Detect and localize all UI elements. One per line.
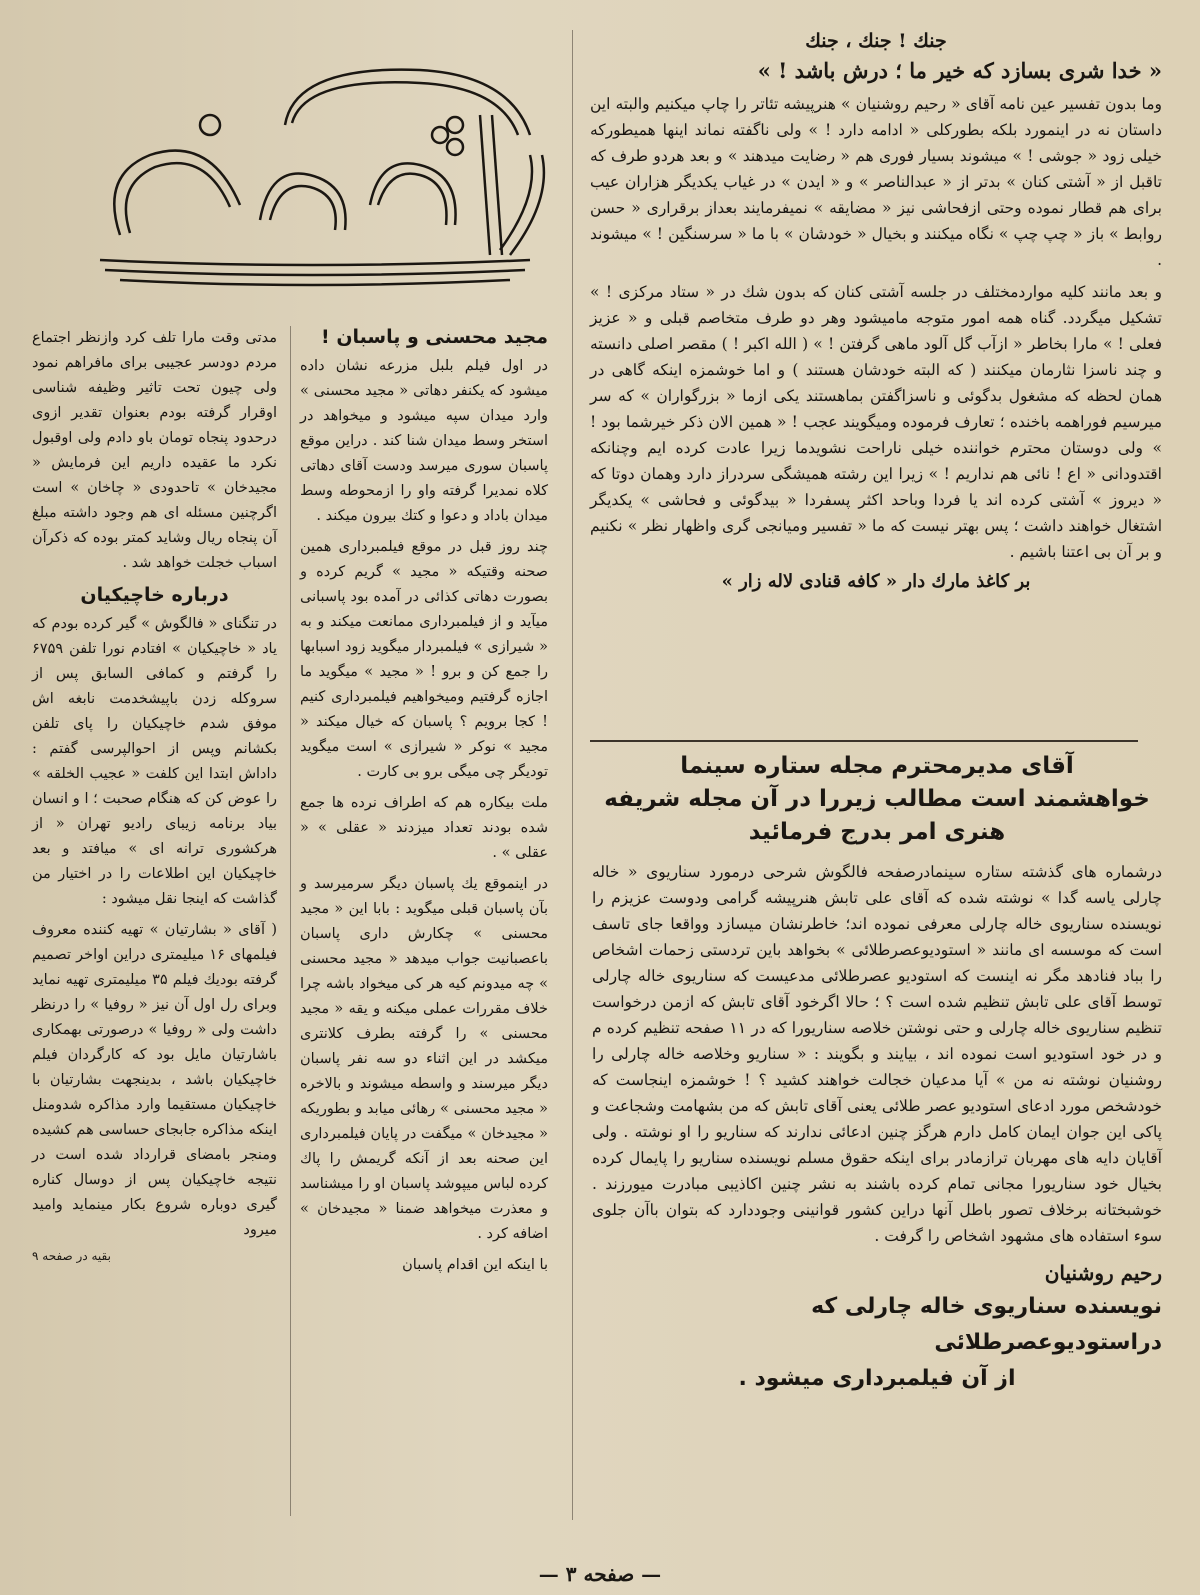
right-paragraph: و بعد مانند كليه مواردمختلف در جلسه آشتی كنان كه بدون شك در « ستاد مركزی ! » تشكيل ميگردد. گناه همه امور متوجه ماميشود وهر دو طرف متخاصم قبلی و « عزيز فعلی ! » مارا بخاطر « ازآب گل آلود ماهی گرفتن ! » ( الله اكبر ! ) مقصر اصلی دانسته و چند ناسزا نثارمان ميكنند ( كه البته خودشان هستند ) و اما خوشمزه اينكه گاهی در همان لحظه كه مشغول بدگوئی و ناسزاگفتن بماهستند يكی ازما « بزرگواران » كه سر ميرسيم فوراهمه باخنده ؛ تعارف فرموده وميگويند عجب ! « همين الان ذكر خيرشما بود ! » ولی دوستان محترم خواننده خيلی ناراحت نشويدما زيرا عادت كرده ايم وچنانكه اقتدودانی « اع ! نائی هم نداريم ! » زيرا اين رشته هميشگی سردراز دارد وهمان دوتا كه « ديروز » آشتی كرده اند يا فردا وباحد اكثر پسفردا « بيدگوئی و فحاشی » يكديگر اشتغال خواهند داشت ؛ پس بهتر نيست كه ما « تفسير ومیانجی گری واظهار نظر » نكنيم و بر آن بی اعتنا باشيم .	[590, 283, 1162, 561]
middle-paragraph: در اول فيلم بلبل مزرعه نشان داده ميشود كه يكنفر دهاتی « مجيد محسنی » وارد ميدان سپه ميشود و ميخواهد در استخر وسط ميدان شنا كند . دراين موقع پاسبان سوری ميرسد ودست آقای دهاتی كلاه نمديرا گرفته واو را ازمحوطه وسط ميدان باداد و دعوا و كتك بيرون ميكند .	[300, 358, 548, 524]
letter	[592, 750, 1162, 1397]
logo-graphic	[60, 55, 560, 305]
kicker: جنك ! جنك ، جنك	[805, 30, 947, 52]
middle-column	[300, 326, 548, 1284]
section-title: مجيد محسنی و پاسبان !	[321, 326, 548, 348]
letter-body: درشماره های گذشته ستاره سينمادرصفحه فالگوش شرحی درمورد سناريوی « خاله چارلی ياسه گدا » نوشته شده كه آقای علی تابش هنرپيشه گرامی ودوست عزيزم را نويسنده سناريوی خاله چارلی معرفی نموده اند؛ خاطرنشان ميسازد وواقعا جای تاسف است كه موسسه ای مانند « استوديوعصرطلائی » بخواهد باين تردستی زحمات اشخاص را بباد فنادهد مگر نه اينست كه استوديو عصرطلائی مدعيست كه سناريوی خاله چارلی توسط آقای علی تابش تنظيم شده است ؟ ؛ حالا اگرخود آقای تابش كه ازمن درخواست تنظيم سناريوی خاله چارلی و حتی نوشتن خلاصه سناريورا كه در ۱۱ صفحه تنظيم كرده م و در خود استوديو است نموده اند ، بيايند و بگويند : « سناريو وخلاصه خاله چارلی را روشنيان نوشته نه من » آيا مدعيان خجالت خواهند كشيد ؟ ! خوشمزه اينجاست كه خودشخص مورد ادعای استوديو عصر طلائی يعنی آقای تابش كه من بشهامت وشجاعت و پاكی اين جوان ايمان كامل دارم هرگز چنين ادعائی ندارند كه سناريو را او نوشته . ولی آقايان دايه های مهربان ترازمادر برای اينكه حقوق مسلم نويسنده سناريو را پايمال كرده بخيال خود سناريورا مجانی تمام كرده باشند به نشر چنين اكاذيبی مبادرت ميورزند . خوشبختانه برخلاف تصور باطل آنها دراين كشور قوانينی وجوددارد كه بتوان باآن جلوی سوء استفاده های مشهود اشخاص را گرفت .	[592, 863, 1162, 1245]
left-paragraph: مدتی وقت مارا تلف كرد وازنظر اجتماع مردم دودسر عجيبی برای مافراهم نمود ولی چيون تحت تاثير وظيفه شناسی اوقرار گرفته بودم بعنوان تقدير ازوی درحدود پنجاه تومان باو دادم ولی اوقبول نكرد ما عقيده داريم اين فرمايش « مجيدخان » تاحدودی « چاخان » است اگرچنين مسئله ای هم وجود داشته مبلغ آن پنجاه ريال وشايد كمتر بوده كه ذكرآن اسباب خجلت خواهد شد .	[32, 330, 277, 571]
section-title: درباره خاچيكيان	[80, 584, 229, 606]
divider	[590, 740, 1138, 742]
page-number: — صفحه ۳ —	[538, 1562, 662, 1586]
right-column	[590, 30, 1162, 610]
column-divider	[290, 326, 291, 1516]
middle-paragraph: ملت بيكاره هم كه اطراف نرده ها جمع شده بودند تعداد ميزدند « عقلی » « عقلی » .	[300, 795, 548, 861]
middle-paragraph: چند روز قبل در موقع فيلمبرداری همين صحنه وقتيكه « مجيد » گريم كرده و بصورت دهاتی كذائی در آمده بود پاسبانی ميآيد و از فيلمبرداری ممانعت ميكند و به « شيرازی » فيلمبردار ميگويد زود اسبابها را جمع كن و برو ! « مجيد » ميگويد ما اجازه گرفتيم وميخواهيم فيلمبرداری كنيم ! كجا برويم ؟ پاسبان كه خيال ميكند « مجيد » نوكر « شيرازی » است ميگويد توديگر چی ميگی برو بی كارت .	[300, 539, 548, 780]
logo-text	[60, 55, 61, 56]
column-divider	[572, 30, 573, 1520]
left-column	[32, 326, 277, 1275]
headline: « خدا شری بسازد که خیر ما ؛ درش باشد ! »	[757, 58, 1162, 83]
signature-note: از آن فيلمبرداری ميشود .	[738, 1366, 1016, 1391]
middle-paragraph: با اينكه اين اقدام پاسبان	[402, 1257, 548, 1273]
signature-note: نويسنده سناريوی خاله چارلی كه دراستوديوعصرطلائی	[811, 1294, 1162, 1355]
letter-heading: هنری امر بدرج فرمائيد	[748, 819, 1006, 845]
tagline: بر كاغذ مارك دار « كافه قنادی لاله زار »	[721, 571, 1031, 592]
letter-heading: خواهشمند است مطالب زيررا در آن مجله شريفه	[604, 786, 1150, 812]
left-paragraph: در تنگنای « فالگوش » گير كرده بودم كه ياد « خاچيكيان » افتادم نورا تلفن ۶۷۵۹ را گرفتم و كمافی السابق پس از سروكله زدن باپيشخدمت نابغه اش موفق شدم خاچيكيان را پای تلفن بكشانم وپس از احوالپرسی گفتم : داداش ابتدا اين كلفت « عجيب الخلقه » را عوض كن كه هنگام صحبت ؛ ا و انسان بياد برنامه زيبای راديو تهران « از هركشوری ترانه ای » ميافتد و بعد خاچيكيان اين اطلاعات را در اختيار من گذاشت كه اينجا نقل ميشود :	[32, 616, 277, 907]
right-paragraph: وما بدون تفسير عين نامه آقای « رحيم روشنيان » هنرپيشه تئاتر را چاپ ميكنيم والبته اين داستان نه در اينمورد بلكه بطوركلی « ادامه دارد ! » ولی ناگفته نماند اينها هميطوركه خيلی زود « جوشی ! » ميشوند بسيار فوری هم « رضايت ميدهند » و بعد هردو طرف كه تاقبل از « آشتی كنان » بدتر از « عبدالناصر » و « ايدن » در غياب يكديگر هزاران عيب برای هم قطار نموده وحتی ازفحاشی نيز « مضايقه » نميفرمايند بعداز برقراری « حسن روابط » باز « چپ چپ » نگاه ميكنند و بخيال « خودشان » با ما « سرسنگين ! » ميشوند .	[590, 95, 1162, 269]
falgush-logo	[60, 55, 560, 305]
left-paragraph: ( آقای « بشارتيان » تهيه كننده معروف فيلمهای ۱۶ ميليمتری دراين اواخر تصميم گرفته بوديك فيلم ۳۵ ميليمتری تهيه نمايد وبرای رل اول آن نيز « روفيا » را درنظر داشت ولی « روفيا » درصورتی بهمكاری باشارتيان مايل بود كه كارگردان فيلم خاچيكيان باشد ، بدينجهت بشارتيان با خاچيكيان مستقيما وارد مذاكره شدومنل اينكه مذاكره جابجای حساسی هم كشيده ومنجر بامضای قرارداد شده است در نتيجه خاچيكيان پس از دوسال كناره گيری دوباره شروع بكار مينمايد وامید ميرود	[32, 922, 277, 1238]
signature: رحيم روشنيان	[1044, 1261, 1162, 1285]
letter-heading: آقای مديرمحترم مجله ستاره سينما	[680, 753, 1074, 779]
continued-note: بقيه در صفحه ۹	[32, 1249, 111, 1263]
middle-paragraph: در اينموقع يك پاسبان ديگر سرميرسد و بآن پاسبان قبلی ميگويد : بابا اين « مجيد محسنی » چكارش داری پاسبان باعصبانيت جواب ميدهد « مجيد محسنی » چه ميدونم كيه هر كی ميخواد باشه چرا خلاف مقررات عملی ميكنه و يقه « مجيد محسنی » را گرفته بطرف كلانتری ميكشد در اين اثناء دو سه نفر پاسبان ديگر ميرسند و واسطه ميشوند و بالاخره « مجيد محسنی » رهائی ميابد و بطوريكه « مجيدخان » ميگفت در پايان فيلمبرداری اين صحنه بعد از آنكه گريمش را پاك كرده لباس ميپوشد پاسبان او را ميشناسد و معذرت ميخواهد ضمنا « مجيدخان » اضافه كرد .	[300, 876, 548, 1242]
